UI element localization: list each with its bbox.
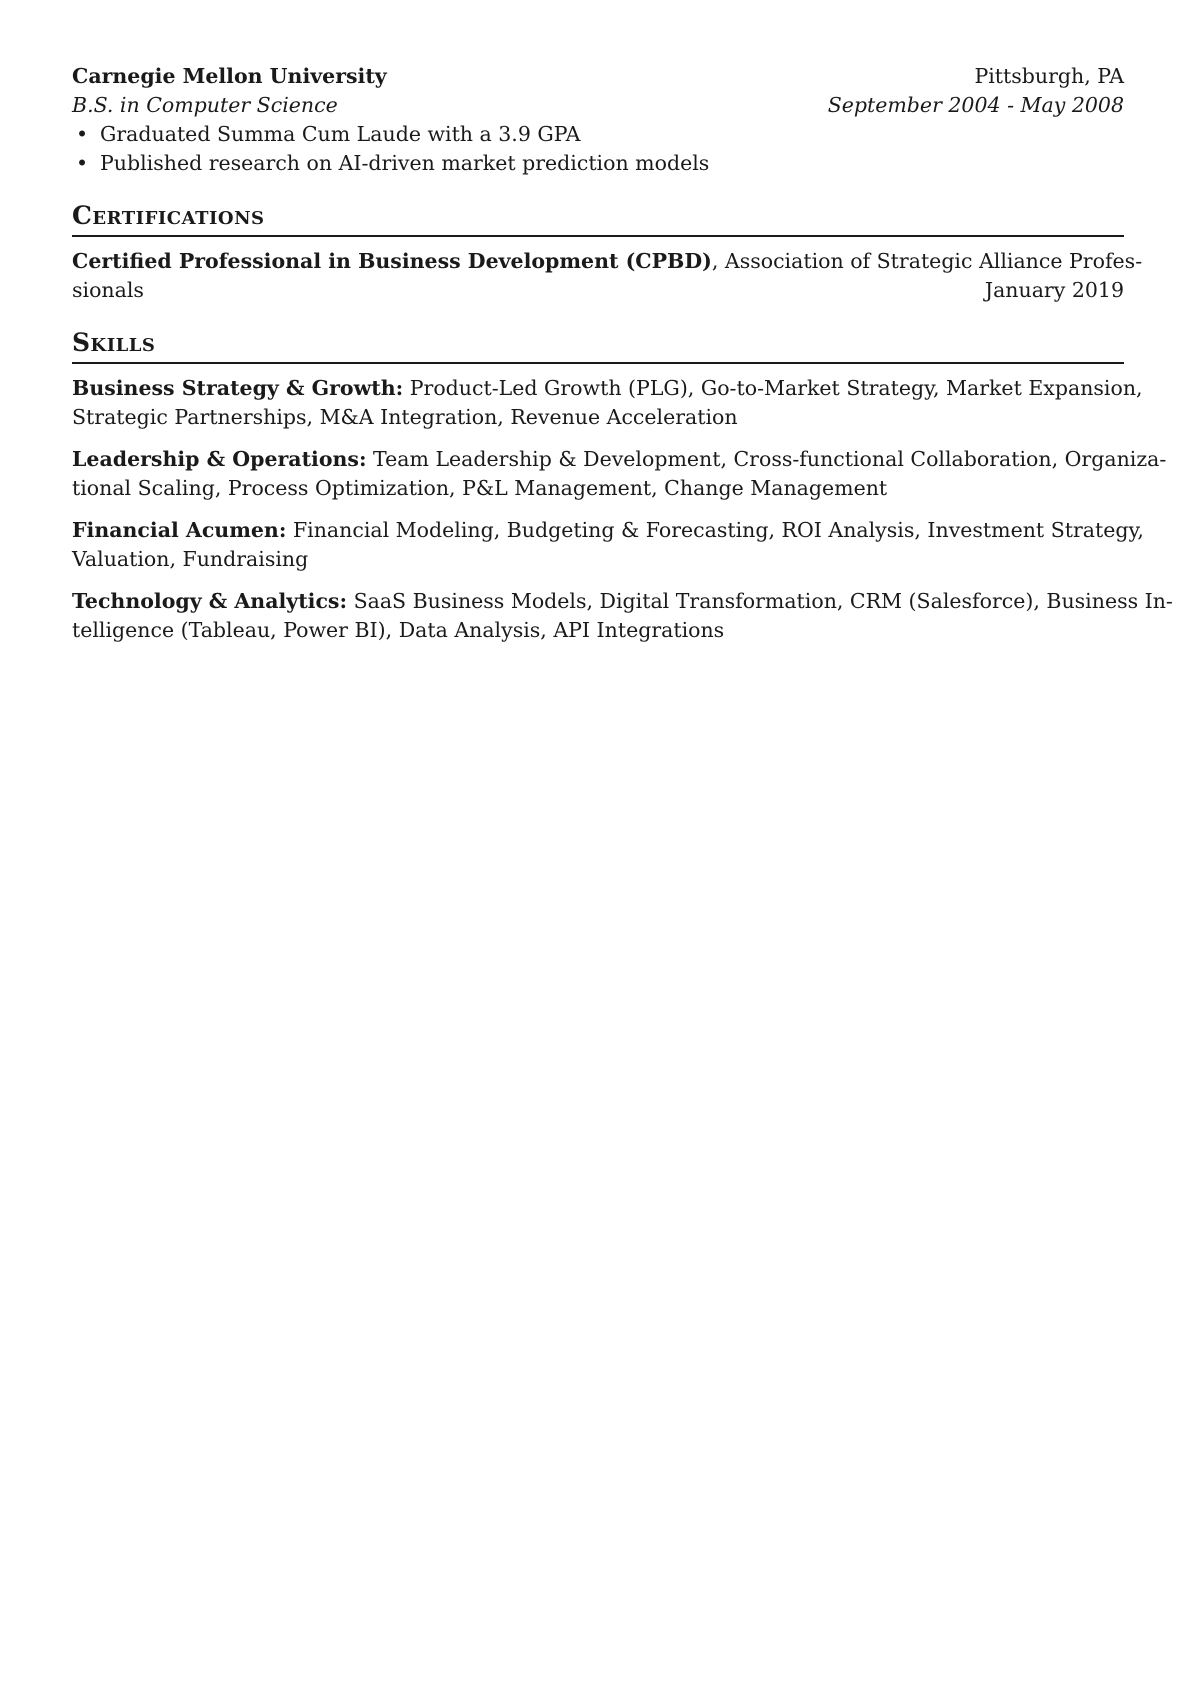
skill-text: Financial Modeling, Budgeting & Forecasting, ROI Analysis, Investment Strategy, <box>286 518 1144 542</box>
skill-line: tional Scaling, Process Optimization, P&L Management, Change Management <box>72 476 888 500</box>
certification-date: January 2019 <box>984 278 1124 302</box>
education-bullet: • Graduated Summa Cum Laude with a 3.9 GPA <box>72 120 1124 149</box>
certification-entry <box>72 247 1143 305</box>
skill-label: Leadership & Operations: <box>72 447 367 471</box>
skill-label: Business Strategy & Growth: <box>72 376 404 400</box>
skill-entry <box>72 445 1167 503</box>
education-bullets <box>72 120 1124 178</box>
certification-line <box>72 247 1143 276</box>
skill-line <box>72 374 1143 403</box>
education-dates: September 2004 - May 2008 <box>827 93 1124 117</box>
skill-text: Team Leadership & Development, Cross-functional Collaboration, Organiza- <box>366 447 1167 471</box>
certification-line <box>72 276 1124 305</box>
skill-line: Valuation, Fundraising <box>72 547 309 571</box>
skills-list <box>72 374 1173 645</box>
skill-line: Strategic Partnerships, M&A Integration, Revenue Acceleration <box>72 405 738 429</box>
certifications-heading: Certifications <box>72 201 1124 237</box>
certification-issuer: , Association of Strategic Alliance Profes- <box>711 249 1143 273</box>
skill-line <box>72 516 1144 545</box>
skill-label: Technology & Analytics: <box>72 589 348 613</box>
education-degree-row <box>72 91 1124 120</box>
education-bullet: • Published research on AI-driven market prediction models <box>72 149 1124 178</box>
resume-page <box>72 62 1173 645</box>
skill-line <box>72 445 1167 474</box>
skills-heading: Skills <box>72 328 1124 364</box>
certification-name: Certified Professional in Business Development (CPBD) <box>72 249 712 273</box>
skill-label: Financial Acumen: <box>72 518 287 542</box>
education-entry <box>72 62 1124 178</box>
degree: B.S. in Computer Science <box>72 93 338 117</box>
school-location: Pittsburgh, PA <box>974 64 1124 88</box>
skill-line <box>72 587 1173 616</box>
skill-entry <box>72 374 1143 432</box>
school-name: Carnegie Mellon University <box>72 64 387 88</box>
education-header-row <box>72 62 1124 91</box>
skill-text: Product-Led Growth (PLG), Go-to-Market Strategy, Market Expansion, <box>403 376 1143 400</box>
skill-line: telligence (Tableau, Power BI), Data Analysis, API Integrations <box>72 618 725 642</box>
skill-entry <box>72 516 1144 574</box>
skill-entry <box>72 587 1173 645</box>
skill-text: SaaS Business Models, Digital Transformation, CRM (Salesforce), Business In- <box>347 589 1173 613</box>
certification-issuer-cont: sionals <box>72 278 144 302</box>
